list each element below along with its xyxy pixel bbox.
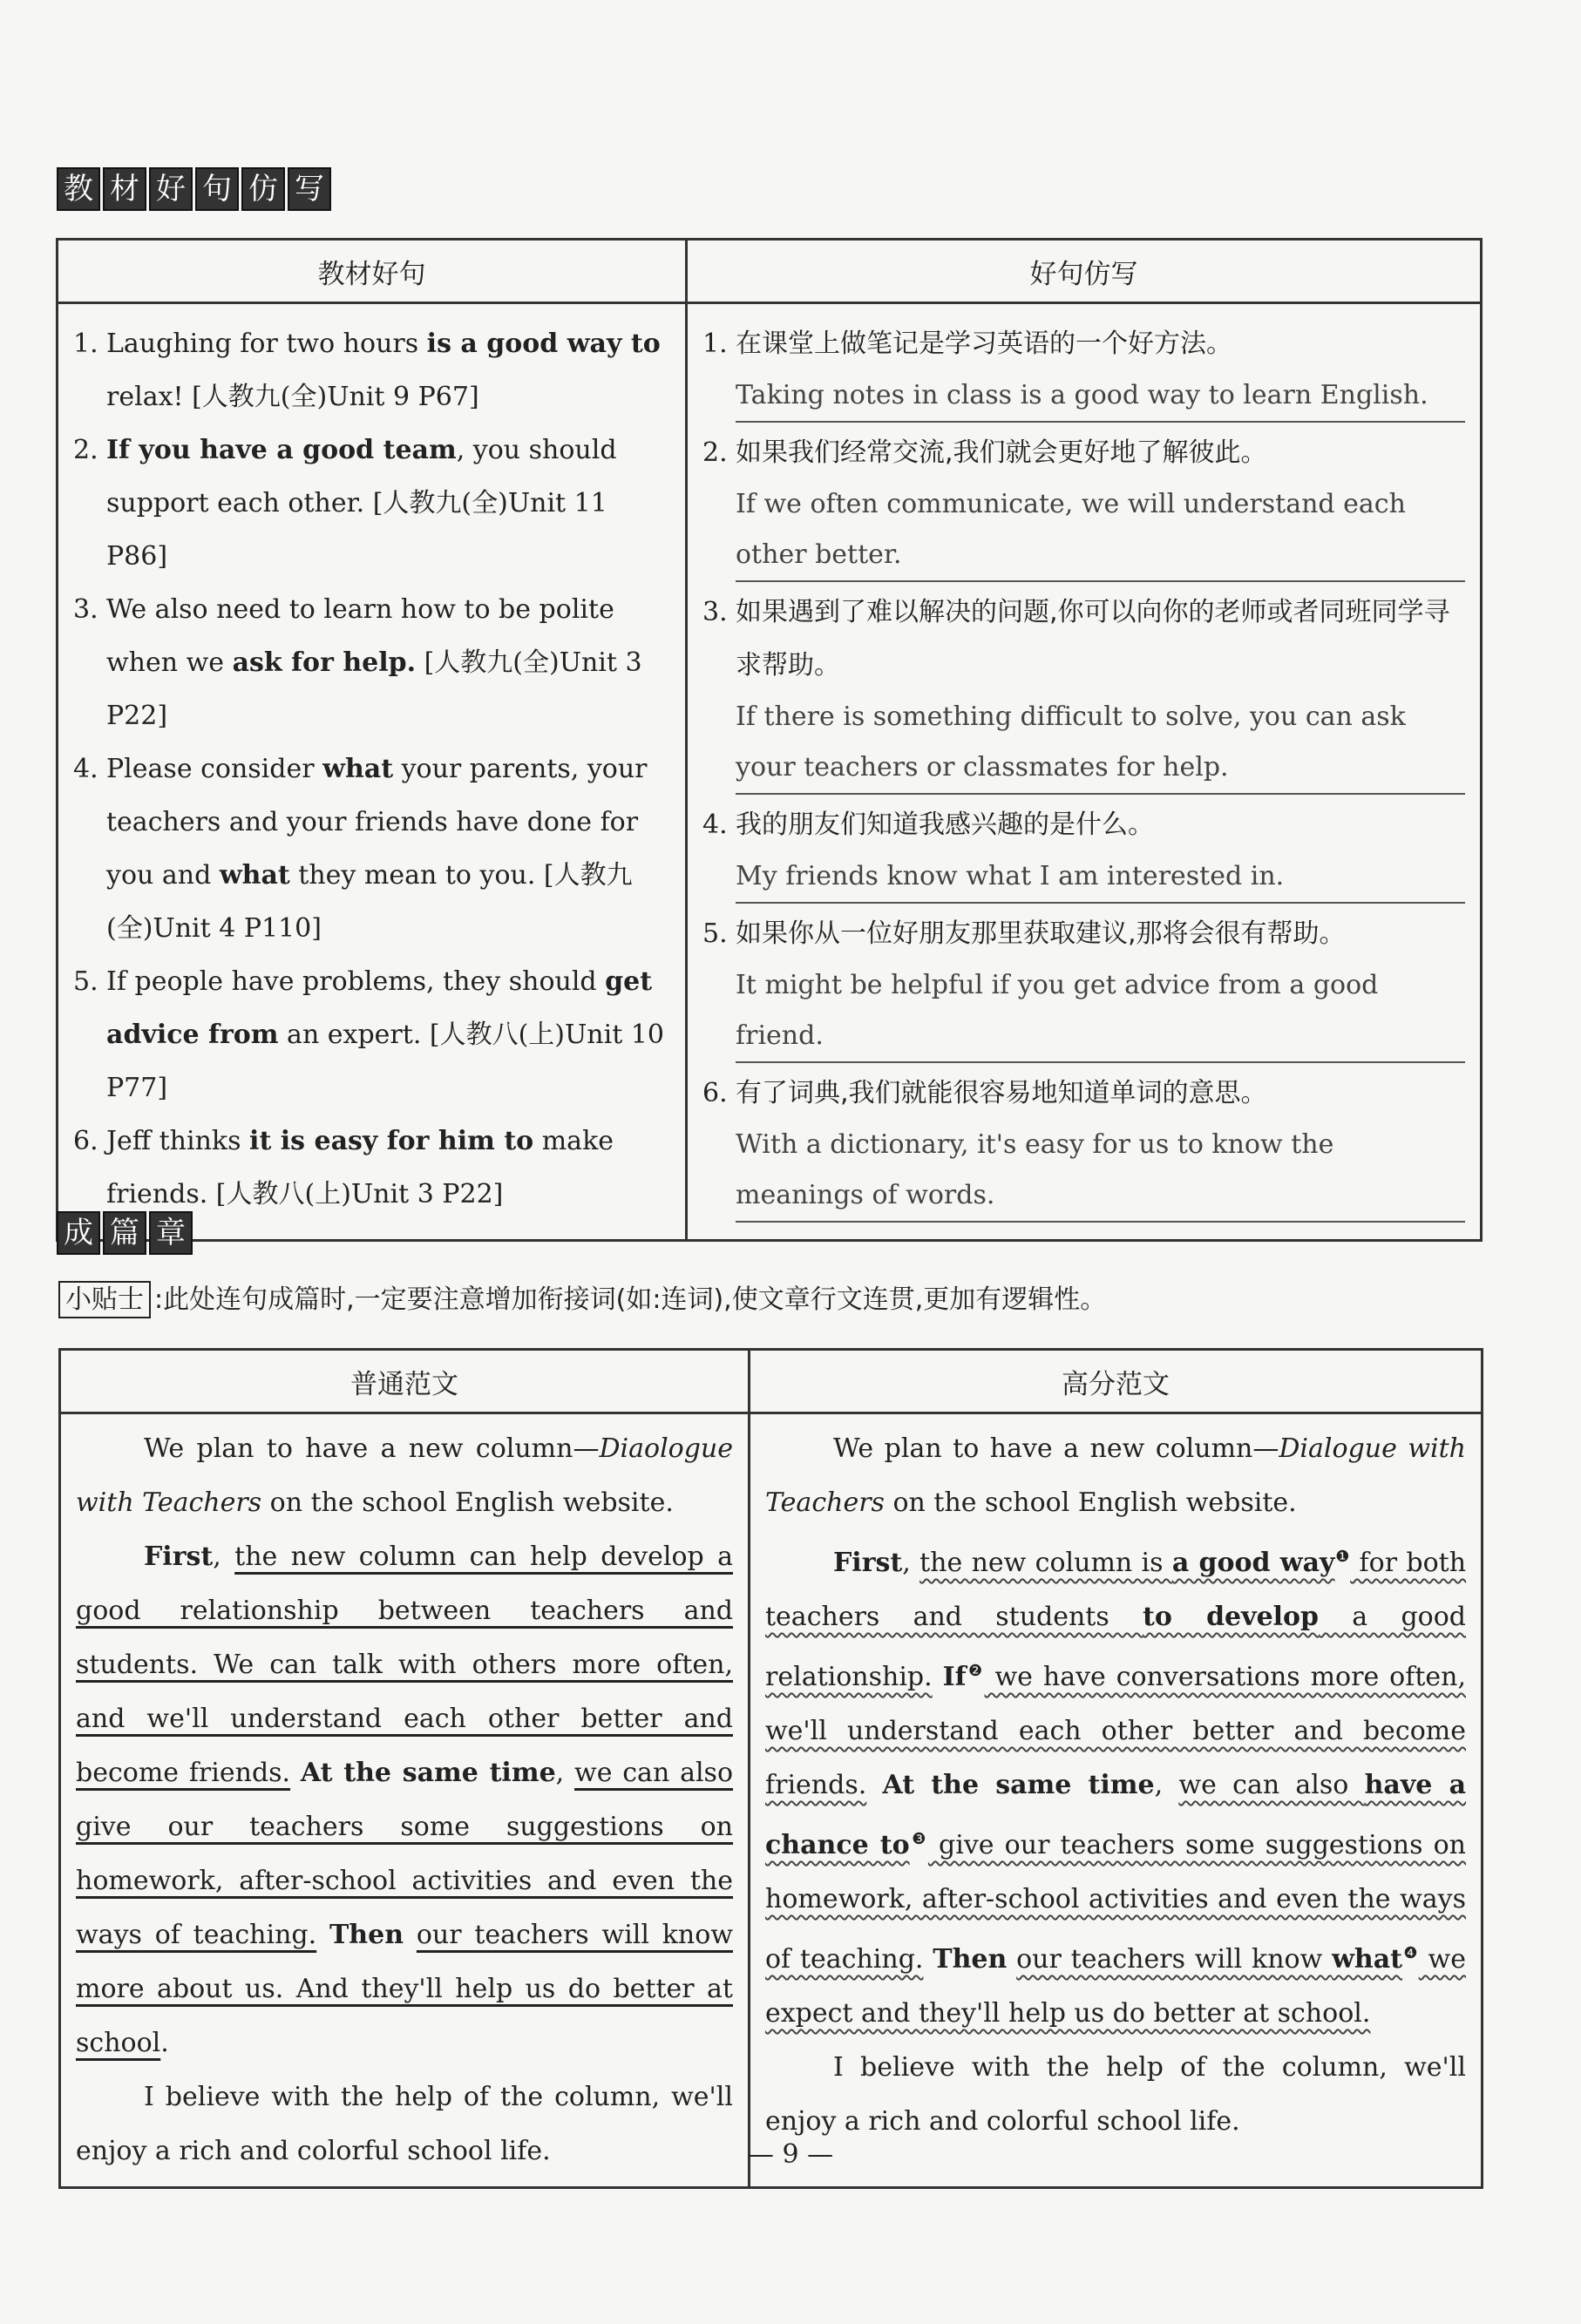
text-run: Laughing for two hours xyxy=(106,329,427,359)
text-run: what xyxy=(1332,1944,1403,1975)
text-run: we have conversations more often, we'll understand each other better and become friends. xyxy=(765,1662,1466,1800)
text-run: make friends. [人教八(上)Unit 3 P22] xyxy=(106,1126,614,1209)
imitation-item xyxy=(702,798,1465,904)
circled-number: ❸ xyxy=(909,1830,928,1848)
text-run xyxy=(290,1758,301,1788)
title-char: 好 xyxy=(149,167,193,211)
english-answer: My friends know what I am interested in. xyxy=(736,851,1465,904)
text-run: our teachers will know xyxy=(1016,1944,1333,1975)
text-run: We plan to have a new column— xyxy=(144,1433,600,1464)
imitation-item xyxy=(702,586,1465,795)
text-run: an expert. [人教八(上)Unit 10 P77] xyxy=(106,1020,664,1103)
english-answer: If there is something difficult to solve, you can ask your teachers or classmates for help. xyxy=(736,692,1465,795)
title-char: 篇 xyxy=(103,1211,146,1255)
essay-paragraph xyxy=(765,1422,1466,1530)
source-sentence-item xyxy=(73,1115,670,1221)
item-number: 5. xyxy=(702,918,728,949)
text-run xyxy=(1007,1944,1016,1975)
text-run: Diaologue with Teachers xyxy=(76,1433,733,1518)
essay-paragraph xyxy=(765,2041,1466,2149)
text-run xyxy=(866,1770,882,1800)
text-run: , xyxy=(902,1548,920,1578)
text-run: they mean to you. [人教九(全)Unit 4 P110] xyxy=(106,860,633,944)
text-run: First xyxy=(833,1548,903,1578)
source-sentence-item xyxy=(73,423,670,583)
item-number: 1. xyxy=(73,329,98,359)
tip-text: :此处连句成篇时,一定要注意增加衔接词(如:连词),使文章行文连贯,更加有逻辑性。 xyxy=(154,1284,1107,1315)
item-number: 4. xyxy=(702,810,728,840)
chinese-prompt: 如果我们经常交流,我们就会更好地了解彼此。 xyxy=(736,437,1267,468)
imitation-item xyxy=(702,1067,1465,1223)
text-run: Dialogue with Teachers xyxy=(765,1433,1466,1518)
text-run: If xyxy=(942,1662,967,1692)
chinese-prompt: 在课堂上做笔记是学习英语的一个好方法。 xyxy=(736,329,1232,359)
title-char: 句 xyxy=(195,167,239,211)
essay-paragraph xyxy=(765,1530,1466,2041)
source-sentence-list xyxy=(59,305,684,1233)
imitation-item xyxy=(702,317,1465,423)
title-char: 章 xyxy=(149,1211,193,1255)
text-run: At the same time xyxy=(882,1770,1155,1800)
item-number: 3. xyxy=(702,597,728,627)
text-run: relax! [人教九(全)Unit 9 P67] xyxy=(106,382,479,412)
text-run: , xyxy=(1154,1770,1179,1800)
text-run: I believe with the help of the column, we'll enjoy a rich and colorful school life. xyxy=(76,2082,733,2166)
text-run xyxy=(933,1662,943,1692)
text-run: a good way xyxy=(1171,1548,1335,1578)
text-run: We also need to learn how to be polite when we xyxy=(106,594,614,678)
col-header-imitation: 好句仿写 xyxy=(687,240,1482,303)
english-answer: It might be helpful if you get advice from a good friend. xyxy=(736,960,1465,1063)
text-run: Then xyxy=(329,1920,404,1950)
item-number: 6. xyxy=(702,1078,728,1108)
section-title-essay xyxy=(57,1211,193,1255)
text-run: Please consider xyxy=(106,754,323,784)
text-run: the new column can help develop a good relationship between teachers and students. We can talk with others more often, and we'll understand each other better and become friends. xyxy=(76,1541,733,1788)
title-char: 写 xyxy=(288,167,331,211)
circled-number: ❶ xyxy=(1334,1548,1351,1566)
text-run: we can also give our teachers some suggestions on homework, after-school activities and even the ways of teaching. xyxy=(76,1758,734,1950)
english-answer: Taking notes in class is a good way to learn English. xyxy=(736,370,1465,423)
text-run: on the school English website. xyxy=(884,1487,1297,1518)
item-number: 2. xyxy=(702,437,728,468)
text-run: give our teachers some suggestions on homework, after-school activities and even the ways of teaching. xyxy=(765,1830,1466,1975)
text-run: it is easy for him to xyxy=(249,1126,534,1156)
source-sentence-item xyxy=(73,583,670,742)
text-run: If you have a good team xyxy=(106,435,457,465)
col-header-normal: 普通范文 xyxy=(60,1350,750,1413)
item-number: 3. xyxy=(73,594,98,625)
text-run: At the same time xyxy=(300,1758,556,1788)
text-run xyxy=(316,1920,329,1950)
source-sentence-item xyxy=(73,742,670,955)
text-run: Then xyxy=(933,1944,1008,1975)
text-run: what xyxy=(219,860,290,891)
normal-essay xyxy=(62,1415,747,2185)
text-run: the new column is xyxy=(919,1548,1172,1578)
title-char: 成 xyxy=(57,1211,100,1255)
text-run: our teachers will know more about us. And they'll help us do better at school xyxy=(76,1920,733,2058)
text-run: to develop xyxy=(1143,1602,1320,1632)
title-char: 仿 xyxy=(241,167,285,211)
text-run: on the school English website. xyxy=(261,1487,674,1518)
item-number: 5. xyxy=(73,966,98,997)
section-title-sentences xyxy=(57,167,331,211)
title-char: 教 xyxy=(57,167,100,211)
source-sentence-item xyxy=(73,955,670,1115)
item-number: 1. xyxy=(702,329,728,359)
text-run: a good relationship. xyxy=(765,1602,1466,1692)
text-run: We plan to have a new column— xyxy=(833,1433,1279,1464)
english-answer: With a dictionary, it's easy for us to know the meanings of words. xyxy=(736,1120,1465,1223)
source-sentence-item xyxy=(73,317,670,423)
text-run: for both teachers and students xyxy=(765,1548,1467,1632)
text-run: have a chance to xyxy=(765,1770,1467,1860)
chinese-prompt: 我的朋友们知道我感兴趣的是什么。 xyxy=(736,810,1154,840)
chinese-prompt: 有了词典,我们就能很容易地知道单词的意思。 xyxy=(736,1078,1267,1108)
english-answer: If we often communicate, we will understand each other better. xyxy=(736,479,1465,582)
circled-number: ❷ xyxy=(966,1662,985,1680)
text-run: , xyxy=(555,1758,575,1788)
sentence-imitation-table xyxy=(56,238,1483,1242)
tip-line xyxy=(58,1277,1106,1316)
item-number: 4. xyxy=(73,754,98,784)
title-char: 材 xyxy=(103,167,146,211)
col-header-high: 高分范文 xyxy=(750,1350,1483,1413)
text-run: , you should support each other. [人教九(全)Unit 11 P86] xyxy=(106,435,617,572)
text-run: , xyxy=(213,1541,235,1572)
essay-comparison-table xyxy=(58,1348,1483,2189)
circled-number: ❹ xyxy=(1402,1944,1419,1962)
text-run: First xyxy=(144,1541,214,1572)
high-score-essay xyxy=(751,1415,1480,2156)
text-run: [人教九(全)Unit 3 P22] xyxy=(106,647,642,731)
item-number: 2. xyxy=(73,435,98,465)
item-number: 6. xyxy=(73,1126,98,1156)
text-run xyxy=(923,1944,933,1975)
text-run: is a good way to xyxy=(426,329,661,359)
text-run: what xyxy=(322,754,394,784)
text-run: get advice from xyxy=(106,966,653,1050)
text-run: your parents, your teachers and your friends have done for you and xyxy=(106,754,648,891)
imitation-item xyxy=(702,426,1465,582)
tip-label: 小贴士 xyxy=(58,1281,151,1318)
text-run: . xyxy=(160,2028,169,2058)
chinese-prompt: 如果你从一位好朋友那里获取建议,那将会很有帮助。 xyxy=(736,918,1346,949)
text-run xyxy=(404,1920,417,1950)
chinese-prompt: 如果遇到了难以解决的问题,你可以向你的老师或者同班同学寻求帮助。 xyxy=(736,597,1450,681)
text-run: we expect and they'll help us do better at school. xyxy=(765,1944,1466,2029)
text-run: I believe with the help of the column, we'll enjoy a rich and colorful school life. xyxy=(765,2052,1466,2137)
col-header-source: 教材好句 xyxy=(58,240,687,303)
text-run: Jeff thinks xyxy=(106,1126,250,1156)
essay-paragraph xyxy=(76,1422,733,1530)
text-run: ask for help. xyxy=(232,647,417,678)
text-run: we can also xyxy=(1178,1770,1365,1800)
imitation-item xyxy=(702,907,1465,1063)
page-number: — 9 — xyxy=(747,2139,834,2170)
imitation-list xyxy=(689,305,1479,1238)
text-run: If people have problems, they should xyxy=(106,966,606,997)
essay-paragraph xyxy=(76,1530,733,2070)
